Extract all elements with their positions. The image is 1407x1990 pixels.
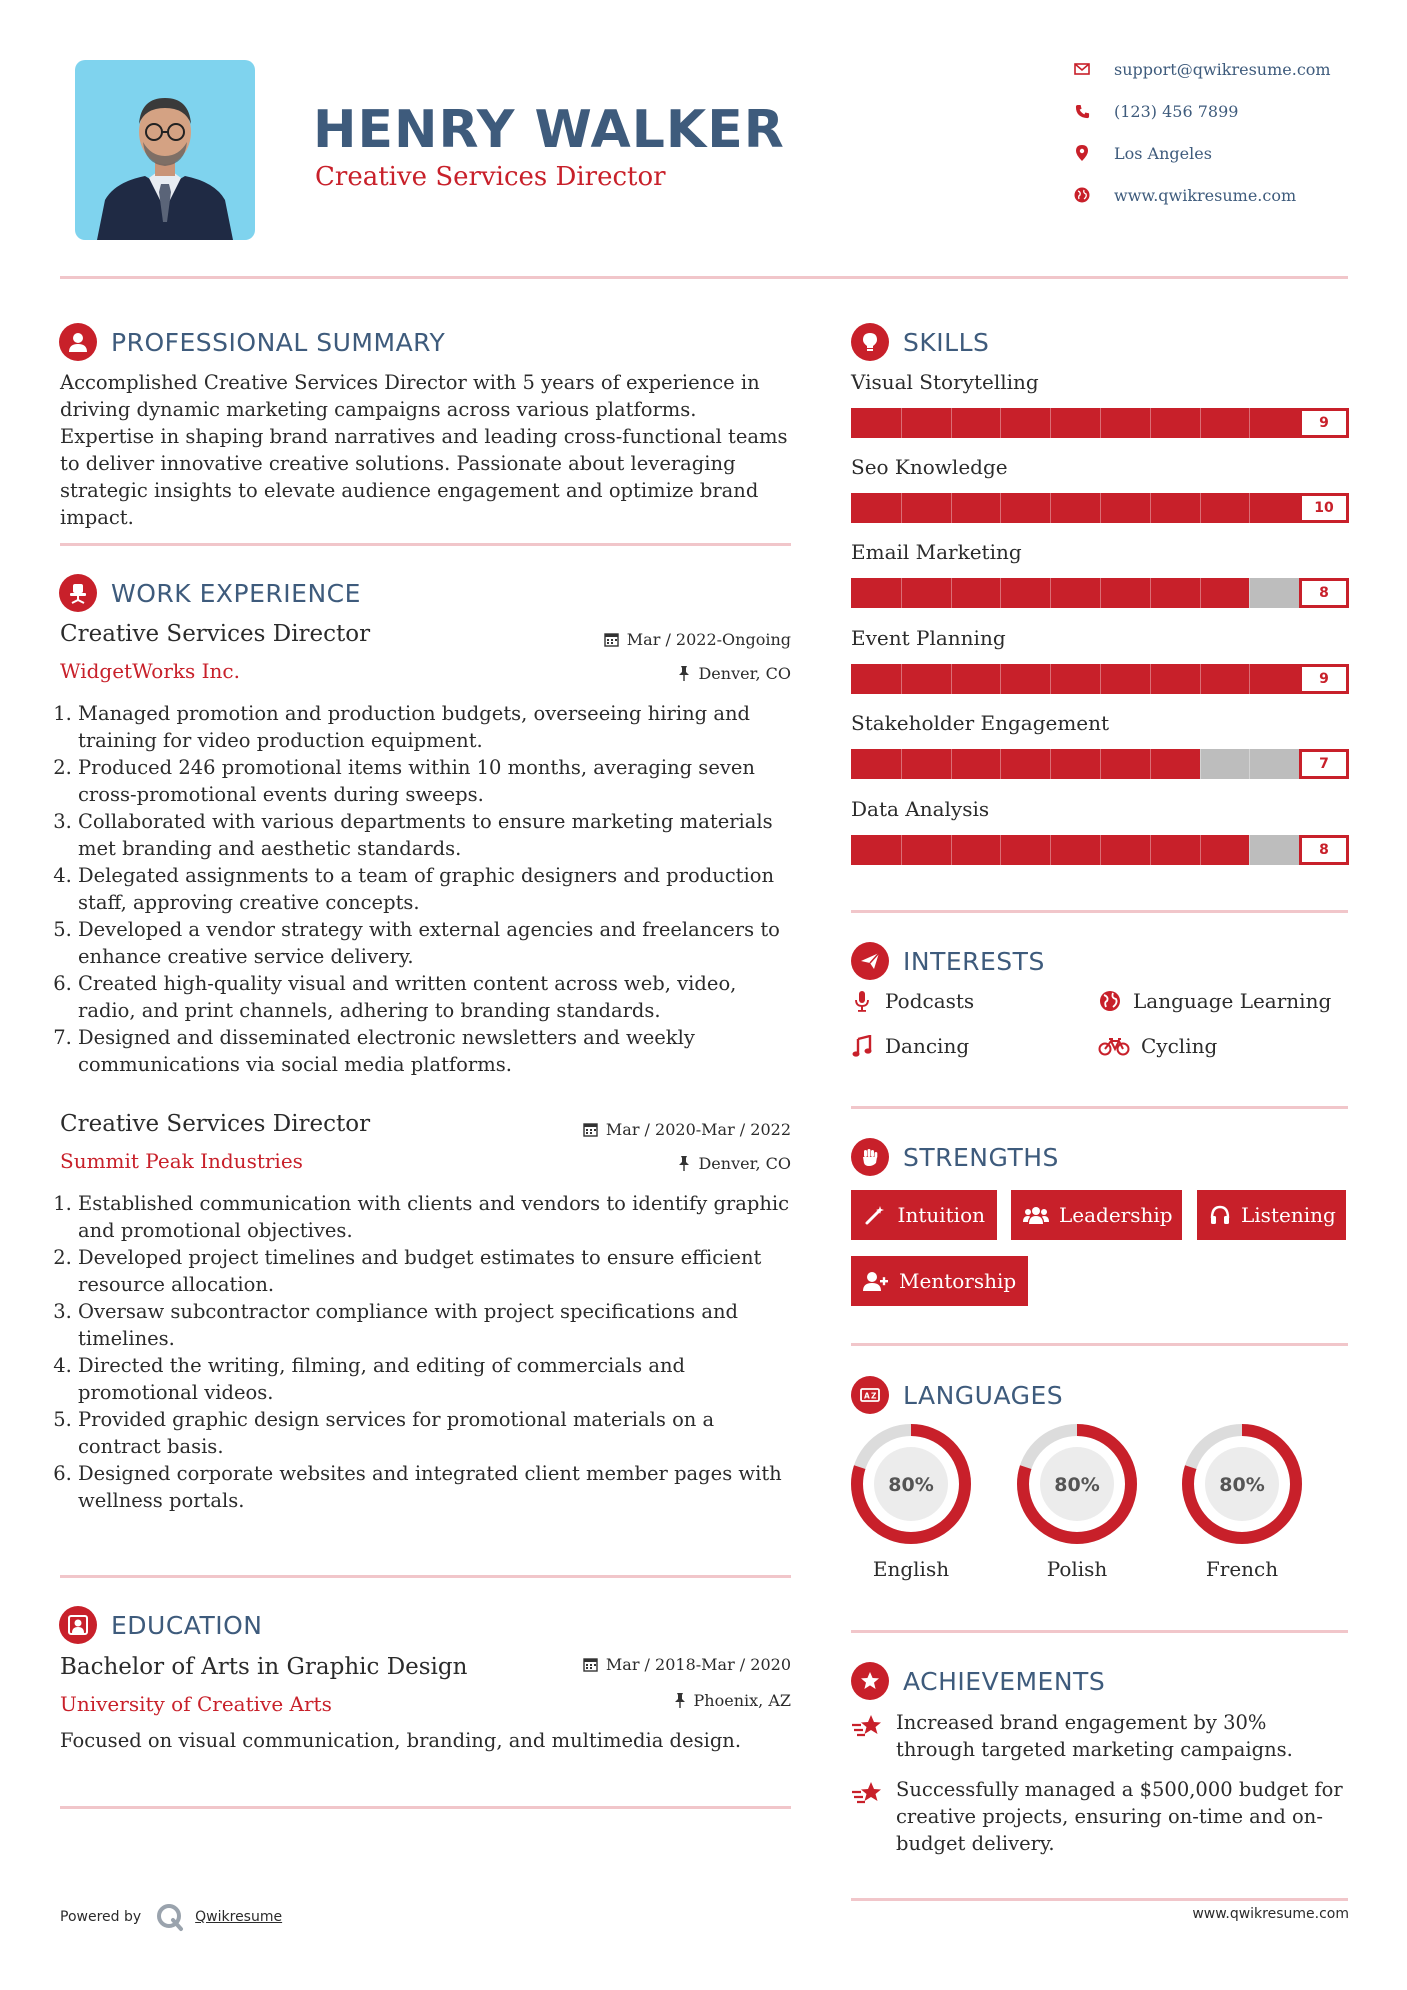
skill-bar-divider	[951, 578, 952, 608]
translate-icon	[851, 1376, 889, 1414]
skill-bar-divider	[901, 493, 902, 523]
education-divider	[60, 1806, 791, 1809]
list-item: 4. Directed the writing, filming, and editing of commercials and promotional videos.	[78, 1352, 795, 1406]
globe-icon	[1097, 988, 1123, 1014]
job-location	[678, 1154, 791, 1173]
user-icon	[59, 323, 97, 361]
fist-icon	[851, 1138, 889, 1176]
achievement-item	[851, 1776, 1349, 1857]
interest-item	[849, 1033, 969, 1059]
section-heading-languages	[851, 1376, 1063, 1414]
skill-bar	[851, 408, 1349, 438]
skill-bar-divider	[1100, 835, 1101, 865]
skill-bar-divider	[1050, 408, 1051, 438]
achievements-heading: ACHIEVEMENTS	[903, 1666, 1106, 1696]
skill-bar-divider	[1100, 749, 1101, 779]
calendar-icon	[583, 1657, 598, 1672]
contact-website[interactable]	[1072, 182, 1372, 208]
skill-level-badge: 9	[1299, 664, 1349, 694]
skill-bar-divider	[1100, 664, 1101, 694]
strength-badge	[851, 1190, 997, 1240]
education-location	[674, 1691, 791, 1710]
list-item: 2. Developed project timelines and budget estimates to ensure efficient resource allocation.	[78, 1244, 795, 1298]
strength-badge	[1011, 1190, 1182, 1240]
list-item: 5. Provided graphic design services for promotional materials on a contract basis.	[78, 1406, 795, 1460]
skill-bar-divider	[901, 749, 902, 779]
globe-icon	[1072, 185, 1092, 205]
skill-bar	[851, 578, 1349, 608]
language-name: French	[1205, 1557, 1279, 1581]
education-dates	[583, 1655, 791, 1674]
job-company: Summit Peak Industries	[60, 1149, 303, 1173]
list-item: 1. Established communication with clients and vendors to identify graphic and promotional objectives.	[78, 1190, 795, 1244]
microphone-icon	[849, 988, 875, 1014]
job-title: Creative Services Director	[60, 621, 371, 647]
list-item: 6. Designed corporate websites and integrated client member pages with wellness portals.	[78, 1460, 795, 1514]
interest-item	[1097, 988, 1331, 1014]
section-heading-skills	[851, 323, 989, 361]
pushpin-icon	[674, 1693, 686, 1708]
skill-bar-divider	[1050, 578, 1051, 608]
skill-bar-divider	[1050, 664, 1051, 694]
skill-bar-divider	[1249, 408, 1250, 438]
skill-bar-divider	[1100, 493, 1101, 523]
skill-bar-divider	[1050, 835, 1051, 865]
skill-bar-divider	[951, 664, 952, 694]
language-ring	[1016, 1423, 1138, 1549]
users-icon	[1023, 1202, 1049, 1228]
magic-wand-icon	[863, 1202, 888, 1228]
skill-label: Visual Storytelling	[851, 370, 1039, 394]
calendar-icon	[604, 632, 619, 647]
language-progress-ring	[1181, 1423, 1303, 1545]
interests-heading: INTERESTS	[903, 946, 1045, 976]
section-heading-summary	[59, 323, 445, 361]
education-description: Focused on visual communication, branding, and multimedia design.	[60, 1729, 742, 1752]
skills-heading: SKILLS	[903, 327, 990, 357]
qwikresume-logo-icon	[155, 1902, 185, 1932]
job-location-text: Denver, CO	[698, 1154, 791, 1173]
language-percent: 80%	[888, 1474, 934, 1496]
svg-text:A: A	[864, 1391, 870, 1401]
skill-bar-divider	[1200, 408, 1201, 438]
interest-item	[1097, 1033, 1217, 1059]
education-dates-text: Mar / 2018-Mar / 2020	[605, 1655, 791, 1674]
summary-text: Accomplished Creative Services Director with 5 years of experience in driving dynamic marketing campaigns across various platforms. Expertise in shaping brand narratives and leading cross-functional teams to deliver innovative creative solutions. Passionate about leveraging strategic insights to elevate audience engagement and optimize brand impact.	[60, 371, 788, 529]
skill-bar-divider	[1150, 664, 1151, 694]
skill-bar-divider	[1200, 493, 1201, 523]
office-chair-icon	[59, 574, 97, 612]
job-title: Creative Services Director	[60, 1111, 371, 1137]
achievement-text: Successfully managed a $500,000 budget for creative projects, ensuring on-time and on-budget delivery.	[896, 1778, 1343, 1855]
skill-bar	[851, 493, 1349, 523]
skill-label: Event Planning	[851, 626, 1006, 650]
skill-bar-divider	[1000, 408, 1001, 438]
list-item: 7. Designed and disseminated electronic newsletters and weekly communications via social media platforms.	[78, 1024, 795, 1078]
paper-plane-icon	[851, 942, 889, 980]
candidate-title: Creative Services Director	[315, 162, 666, 192]
strength-label: Mentorship	[899, 1269, 1017, 1293]
headphones-icon	[1209, 1202, 1231, 1228]
pushpin-icon	[678, 666, 690, 681]
skill-bar-divider	[901, 664, 902, 694]
achievement-text: Increased brand engagement by 30% through targeted marketing campaigns.	[896, 1711, 1293, 1761]
work-heading: WORK EXPERIENCE	[111, 578, 361, 608]
job-responsibilities	[60, 700, 795, 1078]
profile-photo	[75, 60, 255, 240]
strength-label: Listening	[1241, 1203, 1336, 1227]
skills-divider	[851, 910, 1348, 913]
language-ring	[850, 1423, 972, 1549]
map-pin-icon	[1072, 143, 1092, 163]
achievements-divider	[851, 1898, 1348, 1901]
skill-bar-divider	[1150, 578, 1151, 608]
skill-bar-divider	[1249, 749, 1250, 779]
skill-bar-divider	[1249, 835, 1250, 865]
language-percent: 80%	[1054, 1474, 1100, 1496]
contact-email[interactable]	[1072, 56, 1372, 82]
contact-website-text: www.qwikresume.com	[1114, 185, 1297, 205]
skill-bar-divider	[951, 408, 952, 438]
strength-label: Intuition	[897, 1203, 985, 1227]
achievement-item	[851, 1709, 1349, 1763]
calendar-icon	[583, 1122, 598, 1137]
strengths-divider	[851, 1343, 1348, 1346]
language-progress-ring	[850, 1423, 972, 1545]
qwikresume-link[interactable]: Qwikresume	[195, 1909, 283, 1925]
skill-bar-divider	[1150, 493, 1151, 523]
skill-level-badge: 8	[1299, 835, 1349, 865]
user-plus-icon	[863, 1268, 889, 1294]
skill-bar	[851, 664, 1349, 694]
skill-bar-divider	[951, 749, 952, 779]
envelope-icon	[1072, 59, 1092, 79]
skill-bar-divider	[1100, 408, 1101, 438]
contact-location-text: Los Angeles	[1114, 143, 1212, 163]
candidate-name: HENRY WALKER	[313, 100, 785, 160]
job-dates	[583, 1120, 791, 1139]
contact-email-text: support@qwikresume.com	[1114, 59, 1331, 79]
languages-divider	[851, 1630, 1348, 1633]
skill-bar-divider	[1150, 749, 1151, 779]
contact-phone-text: (123) 456 7899	[1114, 101, 1239, 121]
star-badge-icon	[851, 1662, 889, 1700]
skill-bar-divider	[1249, 664, 1250, 694]
skill-label: Email Marketing	[851, 540, 1022, 564]
job-dates-text: Mar / 2022-Ongoing	[626, 630, 791, 649]
list-item: 3. Oversaw subcontractor compliance with project specifications and timelines.	[78, 1298, 795, 1352]
education-location-text: Phoenix, AZ	[693, 1691, 791, 1710]
interest-label: Cycling	[1141, 1034, 1218, 1058]
skill-bar-divider	[1150, 835, 1151, 865]
powered-by-label: Powered by	[60, 1909, 142, 1925]
shooting-star-icon	[851, 1711, 885, 1741]
powered-by[interactable]	[60, 1902, 282, 1932]
skill-bar-divider	[1000, 835, 1001, 865]
skill-level-badge: 8	[1299, 578, 1349, 608]
skill-bar-divider	[1200, 749, 1201, 779]
skill-bar-divider	[1249, 578, 1250, 608]
music-note-icon	[849, 1033, 875, 1059]
language-name: English	[872, 1557, 950, 1581]
svg-text:Z: Z	[871, 1391, 877, 1401]
contact-location	[1072, 140, 1372, 166]
list-item: 4. Delegated assignments to a team of graphic designers and production staff, approving creative concepts.	[78, 862, 795, 916]
section-heading-achievements	[851, 1662, 1105, 1700]
bicycle-icon	[1097, 1033, 1131, 1059]
skill-level-badge: 7	[1299, 749, 1349, 779]
language-percent: 80%	[1219, 1474, 1265, 1496]
skill-bar-divider	[1050, 749, 1051, 779]
languages-heading: LANGUAGES	[903, 1380, 1064, 1410]
interests-divider	[851, 1106, 1348, 1109]
skill-bar-fill	[851, 664, 1299, 694]
list-item: 3. Collaborated with various departments to ensure marketing materials met branding and aesthetic standards.	[78, 808, 795, 862]
skill-bar-divider	[1000, 493, 1001, 523]
skill-bar-fill	[851, 408, 1299, 438]
skill-label: Seo Knowledge	[851, 455, 1008, 479]
skill-bar	[851, 835, 1349, 865]
skill-bar-fill	[851, 749, 1200, 779]
degree-title: Bachelor of Arts in Graphic Design	[60, 1654, 468, 1680]
list-item: 2. Produced 246 promotional items within 10 months, averaging seven cross-promotional events during sweeps.	[78, 754, 795, 808]
job-company: WidgetWorks Inc.	[60, 659, 240, 683]
contact-phone[interactable]	[1072, 98, 1372, 124]
interest-label: Podcasts	[885, 989, 975, 1013]
skill-level-badge: 9	[1299, 408, 1349, 438]
list-item: 5. Developed a vendor strategy with external agencies and freelancers to enhance creative service delivery.	[78, 916, 795, 970]
section-heading-interests	[851, 942, 1045, 980]
skill-bar-divider	[1050, 493, 1051, 523]
skill-bar-divider	[1000, 578, 1001, 608]
skill-bar-divider	[1249, 493, 1250, 523]
list-item: 6. Created high-quality visual and written content across web, video, radio, and print channels, adhering to branding standards.	[78, 970, 795, 1024]
skill-bar-divider	[951, 493, 952, 523]
shooting-star-icon	[851, 1778, 885, 1808]
skill-bar-divider	[1200, 664, 1201, 694]
job-location-text: Denver, CO	[698, 664, 791, 683]
skill-label: Data Analysis	[851, 797, 990, 821]
skill-bar-divider	[1200, 835, 1201, 865]
strength-badge	[851, 1256, 1028, 1306]
skill-bar-divider	[1150, 408, 1151, 438]
strength-badge	[1197, 1190, 1346, 1240]
pushpin-icon	[678, 1156, 690, 1171]
phone-icon	[1072, 101, 1092, 121]
footer-website[interactable]: www.qwikresume.com	[1192, 1906, 1349, 1922]
work-divider	[60, 1575, 791, 1578]
strengths-heading: STRENGTHS	[903, 1142, 1059, 1172]
graduate-icon	[59, 1606, 97, 1644]
job-dates-text: Mar / 2020-Mar / 2022	[605, 1120, 791, 1139]
skill-level-badge: 10	[1299, 493, 1349, 523]
skill-bar-divider	[1000, 749, 1001, 779]
skill-bar-divider	[1100, 578, 1101, 608]
interest-item	[849, 988, 974, 1014]
skill-bar-divider	[901, 835, 902, 865]
lightbulb-icon	[851, 323, 889, 361]
header-divider	[60, 276, 1348, 279]
list-item: 1. Managed promotion and production budgets, overseeing hiring and training for video production equipment.	[78, 700, 795, 754]
skill-bar-divider	[1000, 664, 1001, 694]
summary-divider	[60, 543, 791, 546]
job-location	[678, 664, 791, 683]
skill-bar-divider	[901, 408, 902, 438]
job-responsibilities	[60, 1190, 795, 1514]
section-heading-work	[59, 574, 361, 612]
strength-label: Leadership	[1059, 1203, 1173, 1227]
skill-bar-divider	[951, 835, 952, 865]
section-heading-education	[59, 1606, 263, 1644]
skill-bar	[851, 749, 1349, 779]
education-heading: EDUCATION	[111, 1610, 263, 1640]
interest-label: Dancing	[885, 1034, 970, 1058]
job-dates	[604, 630, 791, 649]
skill-bar-divider	[901, 578, 902, 608]
language-ring	[1181, 1423, 1303, 1549]
summary-heading: PROFESSIONAL SUMMARY	[111, 327, 446, 357]
skill-label: Stakeholder Engagement	[851, 711, 1110, 735]
school-name: University of Creative Arts	[60, 1692, 332, 1716]
language-progress-ring	[1016, 1423, 1138, 1545]
section-heading-strengths	[851, 1138, 1059, 1176]
language-name: Polish	[1046, 1557, 1108, 1581]
interest-label: Language Learning	[1133, 989, 1332, 1013]
skill-bar-divider	[1200, 578, 1201, 608]
